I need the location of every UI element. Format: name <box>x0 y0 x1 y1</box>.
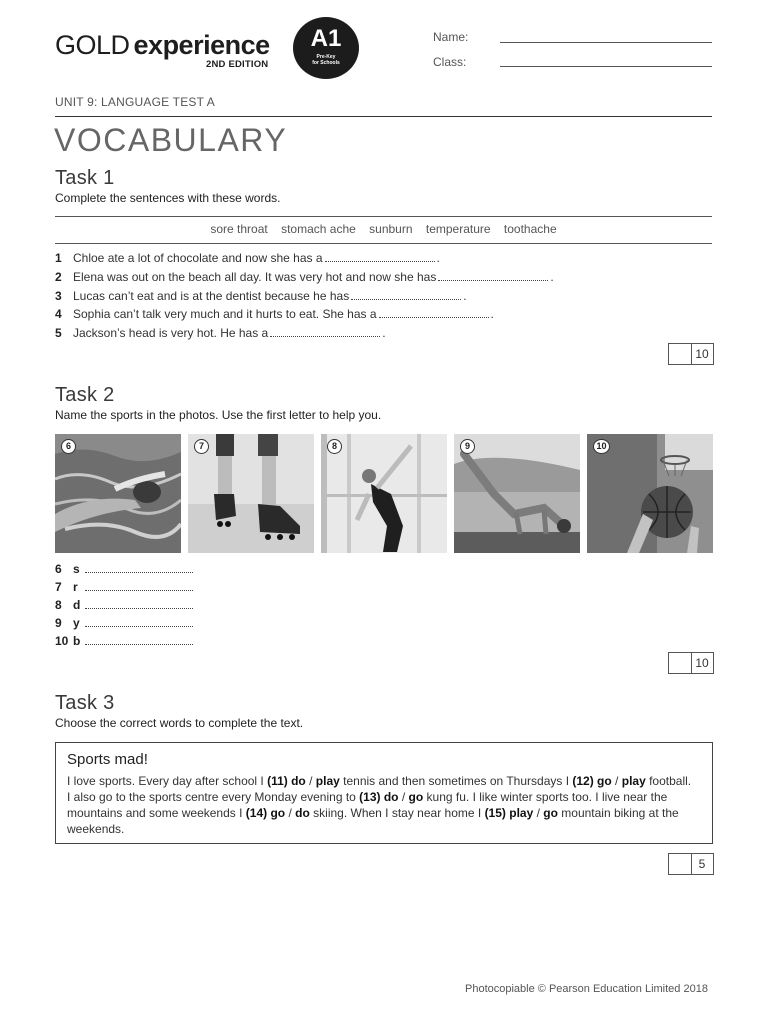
choice-option[interactable]: (13) do <box>359 790 399 804</box>
choice-option[interactable]: (11) do <box>267 774 306 788</box>
sentence-number: 5 <box>55 326 62 340</box>
task2-score-box <box>668 652 714 674</box>
copyright-footer: Photocopiable © Pearson Education Limited 2018 <box>465 983 708 995</box>
logo <box>55 30 270 61</box>
text-segment: / <box>611 774 622 788</box>
answer-blank[interactable] <box>85 615 193 627</box>
reading-text-box <box>55 742 713 844</box>
class-label: Class: <box>433 55 467 69</box>
text-segment: I love sports. Every day after school I <box>67 774 268 788</box>
answer-number: 8 <box>55 598 62 612</box>
answer-number: 9 <box>55 616 62 630</box>
word-box <box>55 216 712 244</box>
choice-option[interactable]: play <box>621 774 646 788</box>
answer-letter: d <box>73 598 81 612</box>
sentence-text: Elena was out on the beach all day. It was very hot and now she has <box>73 270 437 284</box>
task1-score-box <box>668 343 714 365</box>
sentence-1 <box>55 250 440 265</box>
sentence-text: Jackson’s head is very hot. He has a <box>73 326 269 340</box>
sentence-4 <box>55 306 494 321</box>
choice-option[interactable]: (14) go <box>245 806 286 820</box>
answer-7 <box>55 579 195 594</box>
edition-label: 2ND EDITION <box>206 59 269 70</box>
text-segment: football. I also go to the sports centre every Monday evening to <box>67 774 692 804</box>
answer-9 <box>55 615 195 630</box>
sentence-text: Lucas can’t eat and is at the dentist because he has <box>73 289 350 303</box>
sentence-end: . <box>463 289 467 303</box>
text-segment: mountain biking at the weekends. <box>67 806 679 836</box>
text-segment: tennis and then sometimes on Thursdays I <box>339 774 573 788</box>
answer-6 <box>55 561 195 576</box>
sentence-text: Sophia can’t talk very much and it hurts to eat. She has a <box>73 307 377 321</box>
choice-option[interactable]: go <box>543 806 558 820</box>
word-item: stomach ache <box>281 222 356 236</box>
class-field[interactable] <box>500 66 712 67</box>
task1-title: Task 1 <box>55 167 115 189</box>
task3-instruction: Choose the correct words to complete the text. <box>55 716 304 730</box>
answer-blank[interactable] <box>85 633 193 645</box>
dancer-photo <box>321 434 447 553</box>
reading-text-title: Sports mad! <box>67 751 148 768</box>
sentence-end: . <box>550 270 554 284</box>
sentence-2 <box>55 269 554 284</box>
task3-score-box <box>668 853 714 875</box>
answer-blank[interactable] <box>270 325 380 337</box>
sentence-number: 4 <box>55 307 62 321</box>
text-segment: skiing. When I stay near home I <box>309 806 485 820</box>
task2-title: Task 2 <box>55 384 115 406</box>
photo-number: 9 <box>460 439 475 454</box>
answer-blank[interactable] <box>85 597 193 609</box>
level-badge <box>293 17 359 79</box>
sentence-number: 3 <box>55 289 62 303</box>
word-item: temperature <box>425 222 491 236</box>
choice-option[interactable]: go <box>408 790 424 804</box>
text-segment: kung fu. I like winter sports too. I live near the mountains and some weekends I <box>67 790 668 820</box>
header-divider <box>55 116 712 117</box>
choice-option[interactable]: (15) play <box>484 806 534 820</box>
word-item: sore throat <box>210 222 268 236</box>
logo-gold-text: GOLD <box>55 30 130 60</box>
name-label: Name: <box>433 30 469 44</box>
text-segment: / <box>398 790 409 804</box>
answer-letter: b <box>73 634 81 648</box>
level-sub2: for Schools <box>312 60 340 66</box>
word-item: toothache <box>503 222 557 236</box>
answer-blank[interactable] <box>379 306 489 318</box>
inline-skates-photo <box>188 434 314 553</box>
task2-instruction: Name the sports in the photos. Use the first letter to help you. <box>55 408 382 422</box>
score-input[interactable] <box>669 653 692 673</box>
sentence-end: . <box>490 307 494 321</box>
answer-letter: s <box>73 562 80 576</box>
text-segment: / <box>305 774 316 788</box>
reading-text-body <box>67 773 697 837</box>
answer-blank[interactable] <box>351 288 461 300</box>
photo-number: 7 <box>194 439 209 454</box>
section-title: VOCABULARY <box>54 122 288 158</box>
sentence-end: . <box>436 251 440 265</box>
sentence-number: 2 <box>55 270 62 284</box>
basketball-photo <box>587 434 713 553</box>
answer-number: 7 <box>55 580 62 594</box>
logo-experience-text: experience <box>133 30 270 60</box>
name-field[interactable] <box>500 42 712 43</box>
answer-blank[interactable] <box>85 579 193 591</box>
photo-number: 10 <box>593 439 610 454</box>
score-total: 10 <box>695 347 709 361</box>
photo-number: 8 <box>327 439 342 454</box>
sentence-3 <box>55 288 467 303</box>
score-input[interactable] <box>669 854 692 874</box>
level-label: A1 <box>310 25 342 52</box>
sentence-5 <box>55 325 386 340</box>
score-input[interactable] <box>669 344 692 364</box>
unit-label: UNIT 9: LANGUAGE TEST A <box>55 95 215 109</box>
swimmer-photo <box>55 434 181 553</box>
level-sub1: Pre-Key <box>316 54 336 60</box>
word-list <box>55 222 712 236</box>
answer-blank[interactable] <box>85 561 193 573</box>
score-total: 10 <box>695 656 709 670</box>
answer-letter: y <box>73 616 80 630</box>
photo-number: 6 <box>61 439 76 454</box>
answer-blank[interactable] <box>438 269 548 281</box>
yoga-photo <box>454 434 580 553</box>
answer-10 <box>55 633 195 648</box>
task1-instruction: Complete the sentences with these words. <box>55 191 281 205</box>
text-segment: / <box>285 806 296 820</box>
score-total: 5 <box>698 857 706 871</box>
sentence-number: 1 <box>55 251 62 265</box>
choice-option[interactable]: play <box>315 774 340 788</box>
sentence-text: Chloe ate a lot of chocolate and now she has a <box>73 251 323 265</box>
task3-title: Task 3 <box>55 692 115 714</box>
answer-number: 6 <box>55 562 62 576</box>
answer-8 <box>55 597 195 612</box>
answer-number: 10 <box>55 634 69 648</box>
sentence-end: . <box>382 326 386 340</box>
answer-letter: r <box>73 580 78 594</box>
answer-blank[interactable] <box>325 250 435 262</box>
text-segment: / <box>533 806 544 820</box>
choice-option[interactable]: do <box>295 806 310 820</box>
word-item: sunburn <box>369 222 413 236</box>
choice-option[interactable]: (12) go <box>572 774 612 788</box>
